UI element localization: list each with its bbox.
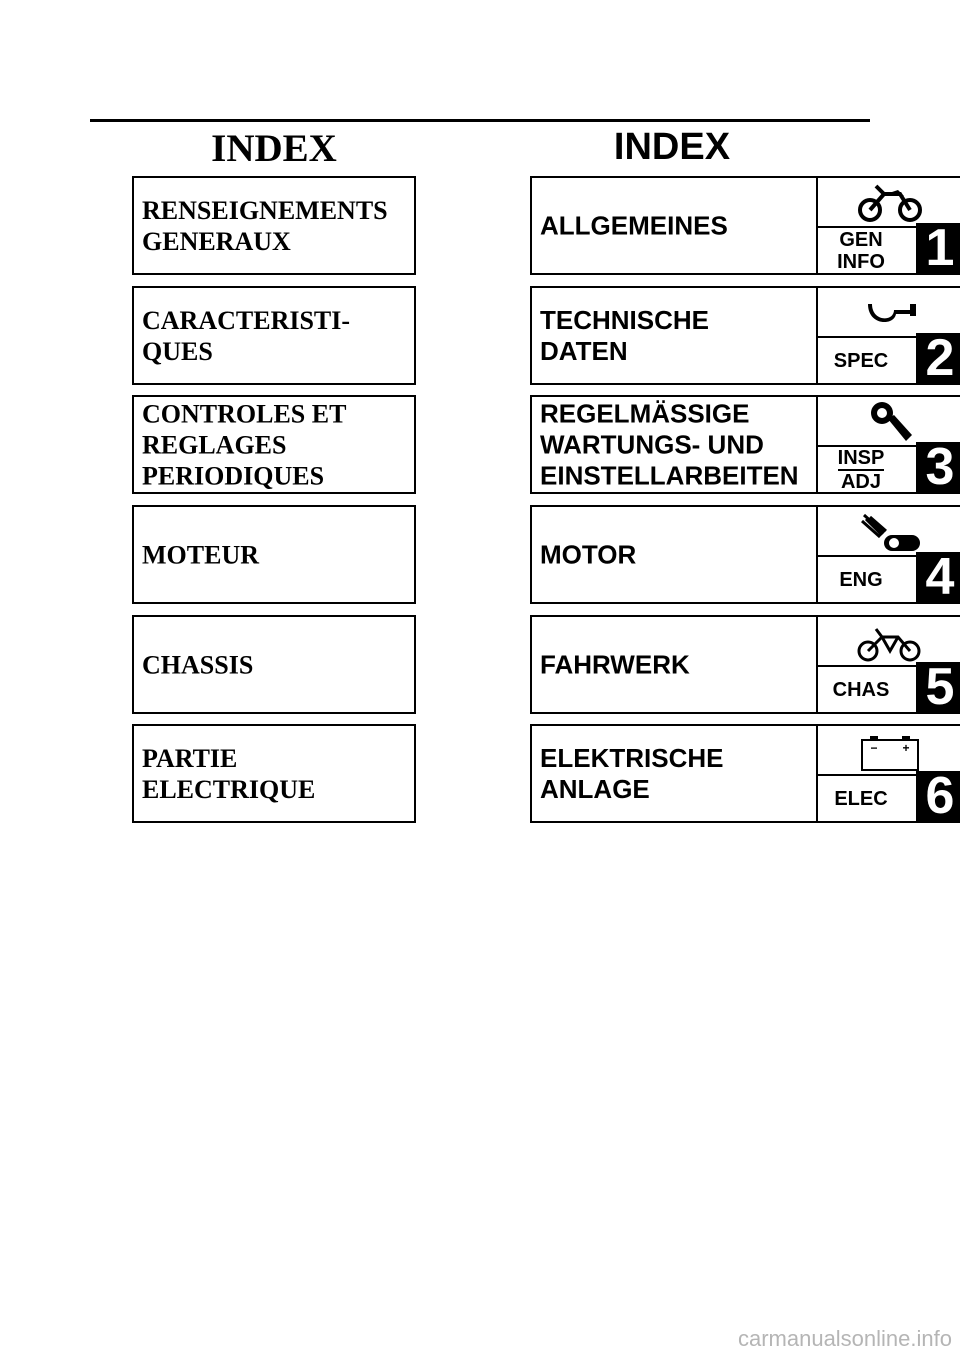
de-section-periodic-checks[interactable] — [530, 395, 960, 494]
fr-section-general-info[interactable] — [132, 176, 416, 275]
section-tab-4[interactable] — [816, 507, 960, 606]
wrench-gauge-icon — [854, 292, 924, 334]
battery-minus-sign: − — [870, 741, 878, 755]
index-title-german: INDEX — [613, 126, 731, 168]
wrench-icon — [854, 401, 924, 443]
section-tab-2[interactable] — [816, 288, 960, 387]
frame-icon — [854, 621, 924, 663]
de-section-specifications[interactable] — [530, 286, 960, 385]
fr-section-periodic-checks[interactable] — [132, 395, 416, 494]
section-code-insp: INSP — [837, 446, 885, 469]
section-code: CHAS — [832, 678, 890, 701]
section-number: 5 — [916, 662, 960, 712]
motorcycle-icon — [854, 182, 924, 224]
fr-section-chassis[interactable] — [132, 615, 416, 714]
battery-plus-sign: + — [902, 741, 910, 755]
de-section-label: ELEKTRISCHE ANLAGE — [540, 742, 724, 804]
header-rule — [90, 119, 870, 122]
section-code: GEN INFO — [837, 228, 885, 273]
de-section-engine[interactable] — [530, 505, 960, 604]
engine-icon — [854, 511, 924, 553]
de-section-label: MOTOR — [540, 539, 637, 569]
de-section-label: FAHRWERK — [540, 649, 690, 679]
battery-icon — [854, 730, 924, 772]
section-number: 3 — [916, 442, 960, 492]
index-title-french: INDEX — [211, 127, 337, 170]
fr-section-engine[interactable] — [132, 505, 416, 604]
fr-section-specifications[interactable] — [132, 286, 416, 385]
section-code-adj: ADJ — [840, 470, 881, 493]
de-section-label: REGELMÄSSIGE WARTUNGS- UND EINSTELLARBEITEN — [540, 398, 799, 490]
section-code — [820, 447, 902, 492]
fr-section-label: RENSEIGNEMENTS GENERAUX — [142, 195, 388, 256]
de-section-label: ALLGEMEINES — [540, 210, 728, 240]
section-number: 2 — [916, 333, 960, 383]
fr-section-label: CARACTERISTI- QUES — [142, 305, 351, 366]
de-section-label: TECHNISCHE DATEN — [540, 304, 710, 366]
fr-section-electrical[interactable] — [132, 724, 416, 823]
section-tab-6[interactable] — [816, 726, 960, 825]
fr-section-label: MOTEUR — [142, 540, 259, 569]
watermark: carmanualsonline.info — [737, 1326, 952, 1351]
section-tab-1[interactable] — [816, 178, 960, 277]
de-section-chassis[interactable] — [530, 615, 960, 714]
de-section-electrical[interactable] — [530, 724, 960, 823]
fr-section-label: CONTROLES ET REGLAGES PERIODIQUES — [142, 399, 347, 490]
section-code: ELEC — [834, 787, 888, 810]
section-number: 4 — [916, 552, 960, 602]
section-code: SPEC — [833, 349, 889, 372]
section-code: ENG — [839, 568, 883, 591]
section-tab-3[interactable] — [816, 397, 960, 496]
section-number: 1 — [916, 223, 960, 273]
fr-section-label: CHASSIS — [142, 650, 254, 679]
section-tab-5[interactable] — [816, 617, 960, 716]
section-number: 6 — [916, 771, 960, 821]
fr-section-label: PARTIE ELECTRIQUE — [142, 743, 316, 804]
de-section-general-info[interactable] — [530, 176, 960, 275]
